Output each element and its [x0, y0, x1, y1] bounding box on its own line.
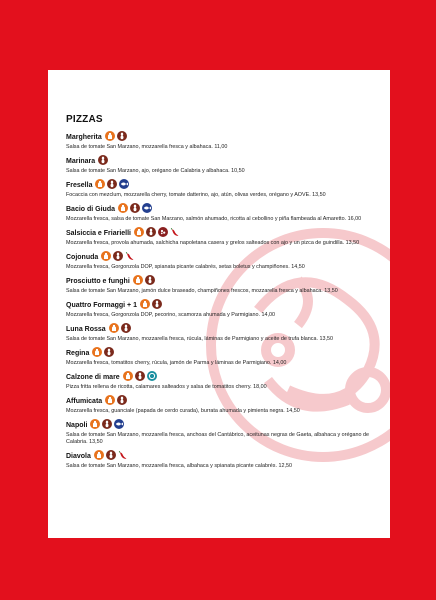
gluten-icon — [106, 450, 116, 460]
menu-item-header — [66, 203, 380, 215]
gluten-icon — [98, 155, 108, 165]
chili-icon — [125, 251, 134, 261]
lactose-icon — [94, 450, 104, 460]
pizza-name: Bacio di Giuda — [66, 205, 116, 213]
lactose-icon — [105, 131, 115, 141]
pizza-description: Mozzarella fresca, salsa de tomate San Marzano, salmón ahumado, ricotta al cebollino y piña flambeada al Amaretto. 16,00 — [66, 216, 362, 222]
lactose-icon — [118, 203, 128, 213]
pizza-name: Fresella — [66, 181, 93, 189]
section-title: PIZZAS — [66, 114, 103, 125]
menu-item-0 — [66, 131, 380, 151]
menu-item-2 — [66, 179, 380, 199]
menu-content — [66, 114, 380, 474]
menu-item-header — [66, 227, 380, 239]
gluten-icon — [104, 347, 114, 357]
lactose-icon — [134, 227, 144, 237]
chili-icon — [170, 227, 179, 237]
fish-icon — [114, 419, 124, 429]
pizza-description: Salsa de tomate San Marzano, ajo, orégano de Calabria y albahaca. 10,50 — [66, 168, 245, 174]
menu-item-12 — [66, 419, 380, 446]
gluten-icon — [145, 275, 155, 285]
menu-item-header — [66, 371, 380, 383]
menu-items-list — [66, 131, 380, 470]
menu-item-header — [66, 251, 380, 263]
lactose-icon — [105, 395, 115, 405]
lactose-icon — [109, 323, 119, 333]
gluten-icon — [107, 179, 117, 189]
gluten-icon — [152, 299, 162, 309]
pizza-name: Marinara — [66, 157, 96, 165]
pizza-name: Margherita — [66, 133, 102, 141]
lactose-icon — [90, 419, 100, 429]
gluten-icon — [135, 371, 145, 381]
fish-icon — [142, 203, 152, 213]
menu-item-header — [66, 419, 380, 431]
pizza-description: Salsa de tomate San Marzano, mozzarella fresca, albahaca y spianata picante calabrés. 12,50 — [66, 463, 292, 469]
menu-item-header — [66, 395, 380, 407]
menu-item-header — [66, 275, 380, 287]
pizza-description: Salsa de tomate San Marzano, mozzarella fresca y albahaca. 11,00 — [66, 144, 228, 150]
menu-item-header — [66, 347, 380, 359]
pizza-description: Mozzarella fresca, provola ahumada, salchicha napoletana casera y grelos salteados con ajo y un pizca de guindilla. 13,50 — [66, 240, 360, 246]
pizza-name: Napoli — [66, 421, 88, 429]
menu-item-7 — [66, 299, 380, 319]
menu-item-8 — [66, 323, 380, 343]
menu-item-header — [66, 450, 380, 462]
gluten-icon — [117, 395, 127, 405]
pizza-name: Diavola — [66, 452, 91, 460]
gluten-icon — [146, 227, 156, 237]
gluten-icon — [121, 323, 131, 333]
molluscs-icon — [147, 371, 157, 381]
gluten-icon — [130, 203, 140, 213]
gluten-icon — [102, 419, 112, 429]
menu-item-3 — [66, 203, 380, 223]
gluten-icon — [113, 251, 123, 261]
menu-item-9 — [66, 347, 380, 367]
menu-item-header — [66, 299, 380, 311]
menu-item-header — [66, 179, 380, 191]
menu-item-header — [66, 323, 380, 335]
fish-icon — [119, 179, 129, 189]
pizza-description: Focaccia con mezclum, mozzarella cherry, tomate datterino, ajo, atún, olivas verdes, orégano y AOVE. 13,50 — [66, 192, 326, 198]
lactose-icon — [140, 299, 150, 309]
menu-item-1 — [66, 155, 380, 175]
pizza-name: Affumicata — [66, 397, 103, 405]
menu-item-10 — [66, 371, 380, 391]
pizza-description: Salsa de tomate San Marzano, mozzarella fresca, anchoas del Cantábrico, aceitunas negras de Gaeta, albahaca y orégano de Calabria. 13,50 — [66, 432, 369, 445]
menu-item-6 — [66, 275, 380, 295]
pizza-description: Mozzarella fresca, Gorgonzola DOP, spianata picante calabrés, setas boletus y champiñones. 14,50 — [66, 264, 305, 270]
menu-item-13 — [66, 450, 380, 470]
nuts-icon — [158, 227, 168, 237]
menu-item-header — [66, 155, 380, 167]
menu-item-11 — [66, 395, 380, 415]
lactose-icon — [123, 371, 133, 381]
menu-page — [48, 70, 390, 538]
lactose-icon — [101, 251, 111, 261]
gluten-icon — [117, 131, 127, 141]
pizza-description: Salsa de tomate San Marzano, mozzarella fresca, rúcula, láminas de Parmigiano y aceite de trufa blanca. 13,50 — [66, 336, 333, 342]
pizza-description: Salsa de tomate San Marzano, jamón dulce braseado, champiñones frescos, mozzarella fresca y albahaca. 13,50 — [66, 288, 338, 294]
pizza-name: Cojonuda — [66, 253, 99, 261]
pizza-description: Mozzarella fresca, guanciale (papada de cerdo curada), burrata ahumada y pimienta negra. 14,50 — [66, 408, 300, 414]
pizza-name: Calzone di mare — [66, 373, 120, 381]
pizza-description: Pizza fritta rellena de ricotta, calamares salteados y salsa de tomatitos cherry. 18,00 — [66, 384, 267, 390]
pizza-name: Luna Rossa — [66, 325, 106, 333]
pizza-name: Salsiccia e Friarielli — [66, 229, 131, 237]
menu-item-5 — [66, 251, 380, 271]
pizza-name: Regina — [66, 349, 90, 357]
lactose-icon — [133, 275, 143, 285]
pizza-description: Mozzarella fresca, tomatitos cherry, rúcula, jamón de Parma y láminas de Parmigiano. 14,00 — [66, 360, 287, 366]
pizza-description: Mozzarella fresca, Gorgonzola DOP, pecorino, scamorza ahumada y Parmigiano. 14,00 — [66, 312, 276, 318]
menu-item-header — [66, 131, 380, 143]
menu-item-4 — [66, 227, 380, 247]
pizza-name: Prosciutto e funghi — [66, 277, 130, 285]
chili-icon — [118, 450, 127, 460]
lactose-icon — [92, 347, 102, 357]
pizza-name: Quattro Formaggi + 1 — [66, 301, 137, 309]
lactose-icon — [95, 179, 105, 189]
